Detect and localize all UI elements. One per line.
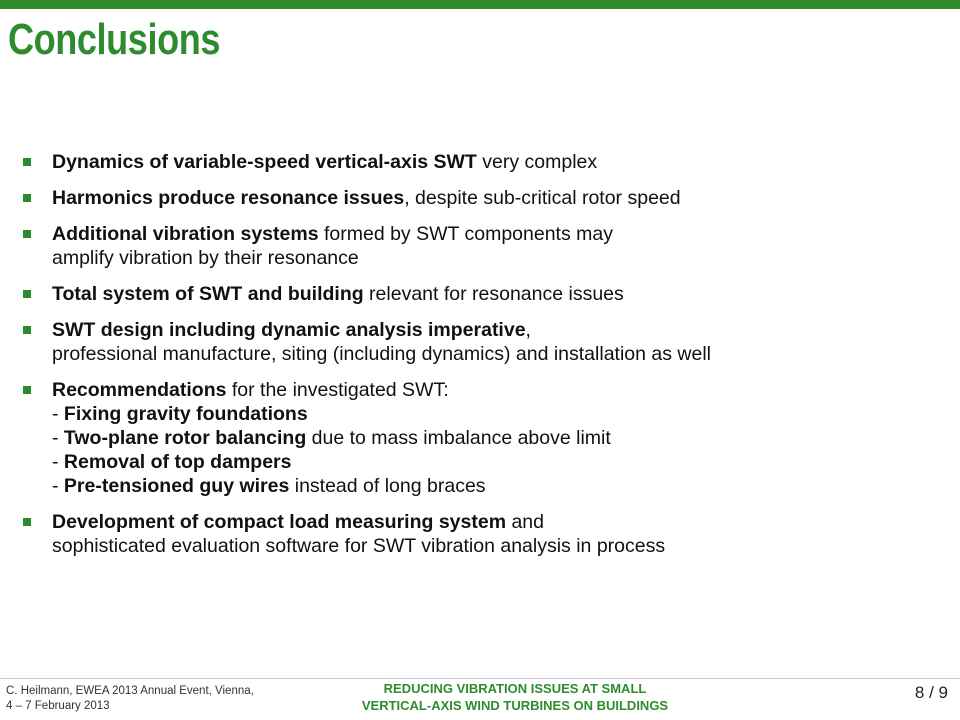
square-bullet-icon xyxy=(23,194,31,202)
square-bullet-icon xyxy=(23,386,31,394)
top-accent-bar xyxy=(0,0,960,9)
bullet-text: , xyxy=(525,319,531,341)
bullet-line xyxy=(52,222,944,246)
bullet-line xyxy=(52,474,944,498)
bullet-line xyxy=(52,426,944,450)
bullet-text: and xyxy=(506,511,544,533)
bullet-text-bold: Pre-tensioned guy wires xyxy=(63,475,290,497)
bullet-line xyxy=(52,282,944,306)
bullet-text-bold: Development of compact load measuring system xyxy=(52,511,507,533)
footer-author-line-1: C. Heilmann, EWEA 2013 Annual Event, Vienna, xyxy=(6,685,254,697)
footer-author xyxy=(6,684,326,714)
bullet-text: relevant for resonance issues xyxy=(363,283,624,305)
bullet-text: - xyxy=(52,475,64,497)
bullet-text-bold: Total system of SWT and building xyxy=(52,283,364,305)
bullet-line xyxy=(52,402,944,426)
bullet-item xyxy=(14,510,944,558)
bullet-list xyxy=(14,150,944,570)
bullet-line xyxy=(52,534,944,558)
bullet-text: professional manufacture, siting (including dynamics) and installation as well xyxy=(52,343,712,365)
bullet-item xyxy=(14,378,944,498)
square-bullet-icon xyxy=(23,158,31,166)
footer-talk-title xyxy=(280,680,750,714)
bullet-text: amplify vibration by their resonance xyxy=(52,247,359,269)
bullet-item xyxy=(14,222,944,270)
bullet-line xyxy=(52,510,944,534)
bullet-item xyxy=(14,186,944,210)
bullet-text: for the investigated SWT: xyxy=(226,379,449,401)
page-number: 8 / 9 xyxy=(914,683,948,702)
bullet-line xyxy=(52,318,944,342)
slide-title: Conclusions xyxy=(8,15,220,64)
bullet-text: due to mass imbalance above limit xyxy=(306,427,611,449)
bullet-item xyxy=(14,150,944,174)
bullet-text: sophisticated evaluation software for SWT vibration analysis in process xyxy=(52,535,666,557)
bullet-text-bold: Removal of top dampers xyxy=(63,451,292,473)
footer-talk-title-line-1: REDUCING VIBRATION ISSUES AT SMALL xyxy=(383,681,647,696)
square-bullet-icon xyxy=(23,518,31,526)
bullet-line xyxy=(52,246,944,270)
bullet-text-bold: Additional vibration systems xyxy=(52,223,319,245)
footer-talk-title-line-2: VERTICAL-AXIS WIND TURBINES ON BUILDINGS xyxy=(361,698,669,713)
bullet-item xyxy=(14,318,944,366)
bullet-text: - xyxy=(52,403,64,425)
bullet-text-bold: Harmonics produce resonance issues xyxy=(52,187,405,209)
bullet-text: very complex xyxy=(476,151,598,173)
bullet-text: instead of long braces xyxy=(289,475,486,497)
bullet-text-bold: Dynamics of variable-speed vertical-axis SWT xyxy=(52,151,477,173)
bullet-line xyxy=(52,450,944,474)
bullet-text: formed by SWT components may xyxy=(318,223,613,245)
bullet-text: - xyxy=(52,427,64,449)
bullet-text-bold: Two-plane rotor balancing xyxy=(63,427,307,449)
footer-author-line-2: 4 – 7 February 2013 xyxy=(6,700,110,712)
footer-divider xyxy=(0,678,960,679)
bullet-text-bold: SWT design including dynamic analysis imperative xyxy=(52,319,526,341)
bullet-line xyxy=(52,378,944,402)
bullet-item xyxy=(14,282,944,306)
bullet-text: - xyxy=(52,451,64,473)
bullet-text-bold: Recommendations xyxy=(52,379,227,401)
square-bullet-icon xyxy=(23,230,31,238)
bullet-text-bold: Fixing gravity foundations xyxy=(63,403,308,425)
bullet-line xyxy=(52,150,944,174)
bullet-text: , despite sub-critical rotor speed xyxy=(404,187,681,209)
square-bullet-icon xyxy=(23,290,31,298)
square-bullet-icon xyxy=(23,326,31,334)
bullet-line xyxy=(52,342,944,366)
bullet-line xyxy=(52,186,944,210)
